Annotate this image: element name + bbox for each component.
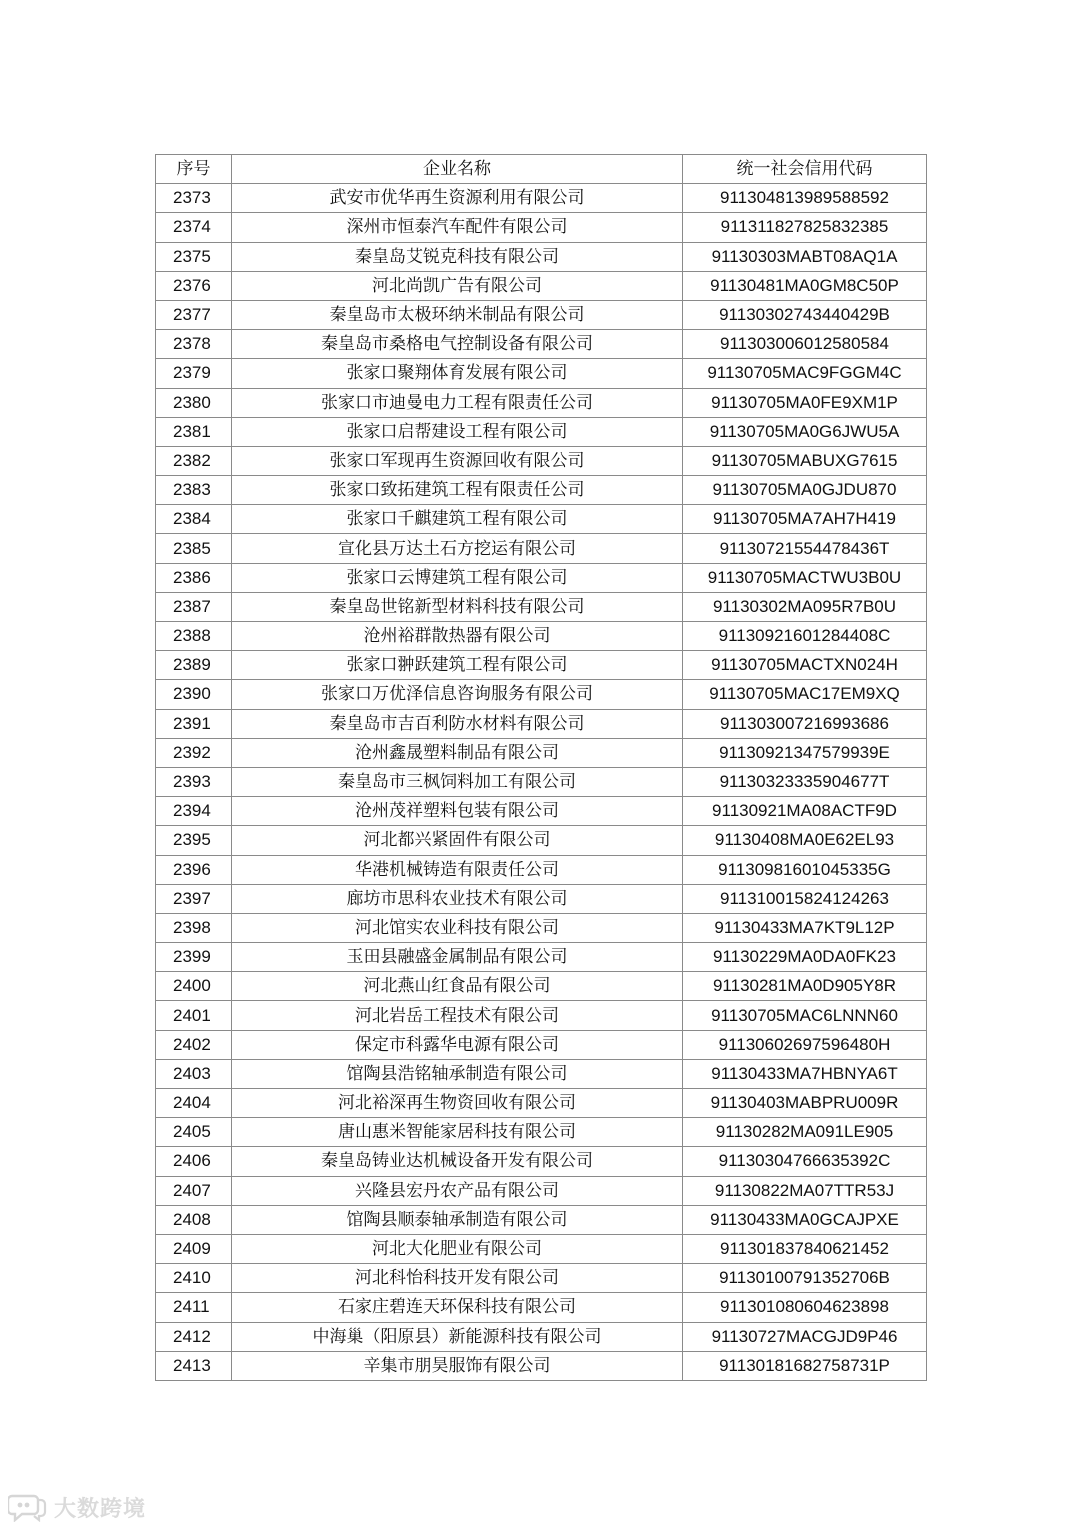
row-index: 2401 [156, 1001, 232, 1030]
row-company-name: 中海巢（阳原县）新能源科技有限公司 [232, 1322, 683, 1351]
row-company-name: 张家口致拓建筑工程有限责任公司 [232, 476, 683, 505]
table-row [156, 1264, 927, 1293]
row-index: 2384 [156, 505, 232, 534]
row-company-name: 秦皇岛世铭新型材料科技有限公司 [232, 592, 683, 621]
row-index: 2405 [156, 1118, 232, 1147]
row-company-name: 张家口万优泽信息咨询服务有限公司 [232, 680, 683, 709]
row-company-name: 石家庄碧连天环保科技有限公司 [232, 1293, 683, 1322]
row-company-name: 河北尚凯广告有限公司 [232, 271, 683, 300]
row-company-name: 秦皇岛艾锐克科技有限公司 [232, 242, 683, 271]
table-row [156, 826, 927, 855]
row-credit-code: 91130705MA7AH7H419 [683, 505, 927, 534]
row-credit-code: 91130303MABT08AQ1A [683, 242, 927, 271]
row-credit-code: 91130302MA095R7B0U [683, 592, 927, 621]
row-index: 2389 [156, 651, 232, 680]
row-index: 2382 [156, 446, 232, 475]
table-row [156, 1234, 927, 1263]
row-index: 2412 [156, 1322, 232, 1351]
row-credit-code: 91130229MA0DA0FK23 [683, 943, 927, 972]
row-credit-code: 91130304766635392C [683, 1147, 927, 1176]
row-credit-code: 91130282MA091LE905 [683, 1118, 927, 1147]
row-index: 2390 [156, 680, 232, 709]
table-row [156, 330, 927, 359]
row-index: 2379 [156, 359, 232, 388]
row-company-name: 武安市优华再生资源利用有限公司 [232, 184, 683, 213]
row-company-name: 玉田县融盛金属制品有限公司 [232, 943, 683, 972]
row-company-name: 秦皇岛市三枫饲料加工有限公司 [232, 767, 683, 796]
row-index: 2408 [156, 1205, 232, 1234]
row-company-name: 张家口聚翔体育发展有限公司 [232, 359, 683, 388]
speech-bubble-logo-icon [8, 1492, 48, 1522]
row-index: 2406 [156, 1147, 232, 1176]
row-index: 2380 [156, 388, 232, 417]
row-index: 2407 [156, 1176, 232, 1205]
table-row [156, 913, 927, 942]
row-company-name: 保定市科露华电源有限公司 [232, 1030, 683, 1059]
table-row [156, 1030, 927, 1059]
row-credit-code: 91130822MA07TTR53J [683, 1176, 927, 1205]
row-index: 2374 [156, 213, 232, 242]
row-credit-code: 91130433MA0GCAJPXE [683, 1205, 927, 1234]
row-company-name: 廊坊市思科农业技术有限公司 [232, 884, 683, 913]
header-index: 序号 [156, 155, 232, 184]
row-index: 2375 [156, 242, 232, 271]
row-credit-code: 91130100791352706B [683, 1264, 927, 1293]
row-index: 2403 [156, 1059, 232, 1088]
row-index: 2400 [156, 972, 232, 1001]
table-row [156, 1293, 927, 1322]
row-credit-code: 91130302743440429B [683, 300, 927, 329]
row-company-name: 宣化县万达土石方挖运有限公司 [232, 534, 683, 563]
row-credit-code: 91130705MA0GJDU870 [683, 476, 927, 505]
row-company-name: 张家口军现再生资源回收有限公司 [232, 446, 683, 475]
row-credit-code: 91130981601045335G [683, 855, 927, 884]
table-row [156, 1322, 927, 1351]
table-row [156, 1147, 927, 1176]
table-row [156, 534, 927, 563]
row-credit-code: 91130433MA7KT9L12P [683, 913, 927, 942]
table-row [156, 505, 927, 534]
row-company-name: 河北燕山红食品有限公司 [232, 972, 683, 1001]
table-row [156, 563, 927, 592]
row-company-name: 华港机械铸造有限责任公司 [232, 855, 683, 884]
row-company-name: 张家口市迪曼电力工程有限责任公司 [232, 388, 683, 417]
row-credit-code: 91130403MABPRU009R [683, 1089, 927, 1118]
row-company-name: 张家口云博建筑工程有限公司 [232, 563, 683, 592]
row-credit-code: 91130921601284408C [683, 622, 927, 651]
row-credit-code: 91130705MABUXG7615 [683, 446, 927, 475]
row-credit-code: 91130705MA0G6JWU5A [683, 417, 927, 446]
row-index: 2392 [156, 738, 232, 767]
row-credit-code: 91130921347579939E [683, 738, 927, 767]
table-row [156, 1351, 927, 1380]
row-index: 2388 [156, 622, 232, 651]
row-index: 2399 [156, 943, 232, 972]
row-credit-code: 911311827825832385 [683, 213, 927, 242]
row-company-name: 馆陶县浩铭轴承制造有限公司 [232, 1059, 683, 1088]
row-credit-code: 91130705MAC17EM9XQ [683, 680, 927, 709]
row-company-name: 张家口翀跃建筑工程有限公司 [232, 651, 683, 680]
row-index: 2398 [156, 913, 232, 942]
row-credit-code: 91130705MA0FE9XM1P [683, 388, 927, 417]
row-index: 2410 [156, 1264, 232, 1293]
row-index: 2373 [156, 184, 232, 213]
row-credit-code: 91130721554478436T [683, 534, 927, 563]
row-company-name: 沧州鑫晟塑料制品有限公司 [232, 738, 683, 767]
row-index: 2396 [156, 855, 232, 884]
table-row [156, 271, 927, 300]
row-credit-code: 91130481MA0GM8C50P [683, 271, 927, 300]
table-row [156, 884, 927, 913]
row-index: 2393 [156, 767, 232, 796]
row-company-name: 沧州茂祥塑料包装有限公司 [232, 797, 683, 826]
row-credit-code: 91130727MACGJD9P46 [683, 1322, 927, 1351]
table-row [156, 1001, 927, 1030]
row-credit-code: 91130705MACTXN024H [683, 651, 927, 680]
table-row [156, 622, 927, 651]
table-row [156, 417, 927, 446]
row-index: 2409 [156, 1234, 232, 1263]
table-row [156, 359, 927, 388]
table-row [156, 767, 927, 796]
watermark [8, 1490, 146, 1524]
row-index: 2385 [156, 534, 232, 563]
table-header-row [156, 155, 927, 184]
row-credit-code: 91130433MA7HBNYA6T [683, 1059, 927, 1088]
row-company-name: 河北大化肥业有限公司 [232, 1234, 683, 1263]
row-credit-code: 91130408MA0E62EL93 [683, 826, 927, 855]
row-company-name: 张家口启帮建设工程有限公司 [232, 417, 683, 446]
row-credit-code: 911301837840621452 [683, 1234, 927, 1263]
row-company-name: 兴隆县宏丹农产品有限公司 [232, 1176, 683, 1205]
row-credit-code: 91130705MACTWU3B0U [683, 563, 927, 592]
table-row [156, 943, 927, 972]
table-row [156, 592, 927, 621]
row-company-name: 辛集市朋昊服饰有限公司 [232, 1351, 683, 1380]
row-index: 2383 [156, 476, 232, 505]
row-credit-code: 911301080604623898 [683, 1293, 927, 1322]
table-row [156, 797, 927, 826]
enterprise-table [155, 154, 927, 1381]
row-company-name: 河北都兴紧固件有限公司 [232, 826, 683, 855]
table-row [156, 446, 927, 475]
row-index: 2391 [156, 709, 232, 738]
row-credit-code: 911310015824124263 [683, 884, 927, 913]
table-row [156, 709, 927, 738]
table-row [156, 1205, 927, 1234]
row-index: 2404 [156, 1089, 232, 1118]
row-index: 2402 [156, 1030, 232, 1059]
table-body [156, 184, 927, 1381]
row-company-name: 秦皇岛市太极环纳米制品有限公司 [232, 300, 683, 329]
table-row [156, 1118, 927, 1147]
row-credit-code: 91130602697596480H [683, 1030, 927, 1059]
row-credit-code: 91130705MAC9FGGM4C [683, 359, 927, 388]
table-row [156, 1059, 927, 1088]
row-credit-code: 91130323335904677T [683, 767, 927, 796]
row-company-name: 河北岩岳工程技术有限公司 [232, 1001, 683, 1030]
header-company-name: 企业名称 [232, 155, 683, 184]
row-company-name: 馆陶县顺泰轴承制造有限公司 [232, 1205, 683, 1234]
table-row [156, 738, 927, 767]
row-credit-code: 911304813989588592 [683, 184, 927, 213]
row-company-name: 深州市恒泰汽车配件有限公司 [232, 213, 683, 242]
row-company-name: 唐山惠米智能家居科技有限公司 [232, 1118, 683, 1147]
row-credit-code: 91130921MA08ACTF9D [683, 797, 927, 826]
table-row [156, 651, 927, 680]
table-row [156, 1089, 927, 1118]
row-credit-code: 91130181682758731P [683, 1351, 927, 1380]
row-company-name: 河北馆实农业科技有限公司 [232, 913, 683, 942]
row-index: 2386 [156, 563, 232, 592]
row-index: 2411 [156, 1293, 232, 1322]
table-row [156, 242, 927, 271]
row-index: 2397 [156, 884, 232, 913]
row-index: 2395 [156, 826, 232, 855]
row-credit-code: 911303006012580584 [683, 330, 927, 359]
row-company-name: 河北科怡科技开发有限公司 [232, 1264, 683, 1293]
row-credit-code: 911303007216993686 [683, 709, 927, 738]
row-index: 2377 [156, 300, 232, 329]
row-index: 2387 [156, 592, 232, 621]
row-credit-code: 91130281MA0D905Y8R [683, 972, 927, 1001]
row-company-name: 秦皇岛市吉百利防水材料有限公司 [232, 709, 683, 738]
row-company-name: 秦皇岛市桑格电气控制设备有限公司 [232, 330, 683, 359]
row-index: 2376 [156, 271, 232, 300]
table-row [156, 476, 927, 505]
table-row [156, 1176, 927, 1205]
table-row [156, 972, 927, 1001]
header-credit-code: 统一社会信用代码 [683, 155, 927, 184]
row-index: 2381 [156, 417, 232, 446]
table-row [156, 300, 927, 329]
table-row [156, 213, 927, 242]
row-credit-code: 91130705MAC6LNNN60 [683, 1001, 927, 1030]
table-row [156, 680, 927, 709]
row-index: 2378 [156, 330, 232, 359]
row-company-name: 河北裕深再生物资回收有限公司 [232, 1089, 683, 1118]
watermark-text: 大数跨境 [54, 1496, 147, 1522]
row-company-name: 秦皇岛铸业达机械设备开发有限公司 [232, 1147, 683, 1176]
table-row [156, 184, 927, 213]
table-row [156, 855, 927, 884]
table-row [156, 388, 927, 417]
row-index: 2394 [156, 797, 232, 826]
row-company-name: 沧州裕群散热器有限公司 [232, 622, 683, 651]
row-company-name: 张家口千麒建筑工程有限公司 [232, 505, 683, 534]
row-index: 2413 [156, 1351, 232, 1380]
